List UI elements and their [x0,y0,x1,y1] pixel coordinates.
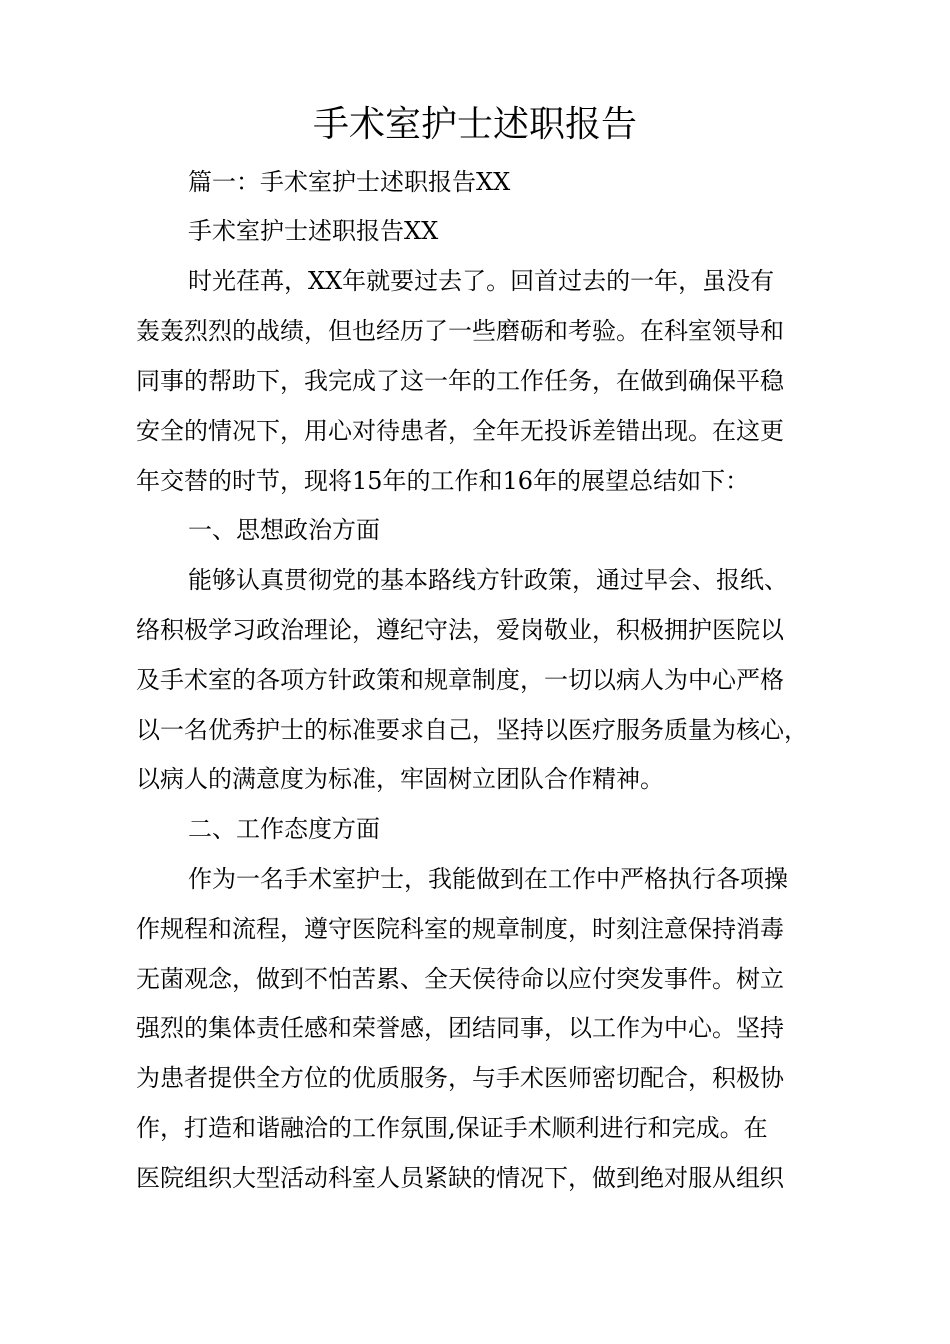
paragraph-line: 以一名优秀护士的标准要求自己，坚持以医疗服务质量为核心， [136,716,808,744]
paragraph-line: 作，打造和谐融洽的工作氛围,保证手术顺利进行和完成。在 [136,1114,768,1142]
paragraph-line: 时光荏苒，XX年就要过去了。回首过去的一年，虽没有 [188,267,775,295]
section-heading: 一、思想政治方面 [188,516,380,544]
paragraph-line: 强烈的集体责任感和荣誉感，团结同事，以工作为中心。坚持 [136,1014,784,1042]
paragraph-line: 及手术室的各项方针政策和规章制度，一切以病人为中心严格 [136,666,784,694]
paragraph-line: 轰轰烈烈的战绩，但也经历了一些磨砺和考验。在科室领导和 [136,317,784,345]
subtitle-line: 篇一：手术室护士述职报告XX [188,168,511,196]
section-heading: 二、工作态度方面 [188,815,380,843]
paragraph-line: 安全的情况下，用心对待患者，全年无投诉差错出现。在这更 [136,417,784,445]
paragraph-line: 无菌观念，做到不怕苦累、全天侯待命以应付突发事件。树立 [136,965,784,993]
paragraph-line: 以病人的满意度为标准，牢固树立团队合作精神。 [136,765,664,793]
paragraph-line: 医院组织大型活动科室人员紧缺的情况下，做到绝对服从组织 [136,1164,784,1192]
paragraph-line: 年交替的时节，现将15年的工作和16年的展望总结如下： [136,467,750,495]
document-title: 手术室护士述职报告 [312,104,637,145]
paragraph-line: 作为一名手术室护士，我能做到在工作中严格执行各项操 [188,865,788,893]
heading-line: 手术室护士述职报告XX [188,217,439,245]
paragraph-line: 作规程和流程，遵守医院科室的规章制度，时刻注意保持消毒 [136,915,784,943]
paragraph-line: 同事的帮助下，我完成了这一年的工作任务，在做到确保平稳 [136,367,784,395]
paragraph-line: 为患者提供全方位的优质服务，与手术医师密切配合，积极协 [136,1064,784,1092]
paragraph-line: 能够认真贯彻党的基本路线方针政策，通过早会、报纸、 [188,566,788,594]
paragraph-line: 络积极学习政治理论，遵纪守法，爱岗敬业，积极拥护医院以 [136,616,784,644]
